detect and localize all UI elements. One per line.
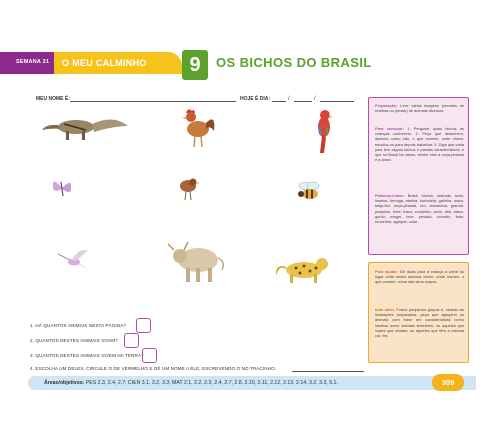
activity-number: 9 (189, 54, 201, 76)
unit-banner (54, 52, 182, 74)
jaguar-icon[interactable] (276, 254, 332, 284)
objectives-bar (28, 376, 476, 390)
section-tag (0, 52, 58, 74)
parrot-icon[interactable] (314, 107, 340, 155)
page-number-badge (432, 374, 464, 391)
answer-box-1[interactable] (136, 318, 151, 333)
anteater-icon[interactable] (42, 116, 128, 142)
help-note: Para ajudar: Dê dicas para a criança a partir do lugar onde esses animais vivem, onde moram, o que comem, como são seus corpos. (375, 269, 464, 285)
date-separator: / (314, 96, 316, 102)
answer-box-2[interactable] (124, 333, 139, 348)
name-field[interactable] (70, 101, 236, 102)
date-year-field[interactable] (320, 101, 354, 102)
teacher-notes-box (368, 97, 469, 255)
objectives-text: Áreas/objetivos: PES 2.3, 2.4, 2.7; CIEN 3.1, 3.2, 3.3; MAT 2.1, 2.2, 2.3, 2.4, 2.7, 2.8, 2.10, 2.11, 2.12, 2.13, 2.14, 3.2, 3.3, 5.1. (44, 379, 338, 386)
answer-box-3[interactable] (142, 348, 157, 363)
unit-label: O MEU CALMINHO (62, 58, 147, 68)
name-label: MEU NOME É: (36, 96, 70, 102)
question-1: 1. HÁ QUANTOS ANIMAIS NESTA PÁGINA? (30, 323, 127, 328)
ox-icon[interactable] (168, 238, 228, 284)
preparation-note: Preparação: Leve várias imagens (recortes de revistas ou jornais) de animais diversos. (375, 103, 464, 114)
butterfly-icon[interactable] (50, 176, 74, 200)
date-month-field[interactable] (294, 101, 312, 102)
page-number: 309 (441, 378, 455, 387)
keywords-note: Palavras-chave: Brasil, bichos, animais, aves, insetos, formiga, abelha, borboleta, galinha, arara, beija-flor, onça-pintada, boi, tamanduá, grande, pequeno, forte, fraco, comprido, curto, alto, baixo, gordo, magro, leve, pesado, colorido, falar, encontrar, agrupar, colar. (375, 193, 464, 225)
hummingbird-icon[interactable] (58, 248, 92, 276)
page-title: OS BICHOS DO BRASIL (216, 55, 372, 70)
question-2: 2. QUANTOS DESTES ANIMAIS VOAM? (30, 338, 118, 343)
getting-started-note: Para começar: 1. Pergunte quais bichos as crianças conhecem. 2. Peça que desenhem, dizendo como são, o que comem, onde vivem; escolha-os para depois trabalhar. 3. Diga que cada país tem alguns bichos e plantas característicos, e que no Brasil há vários, dentre eles a onça-pintada e a arara. (375, 126, 464, 163)
date-label: HOJE É DIA: (240, 96, 271, 102)
going-further-note: Indo além: Forme pequenos grupos e, usando as ilustrações preparadas, peça que agrupem os animais com base em características como insetos/ aves/ animais terrestres; ou aqueles que voam/ que andam; ou aqueles que têm a mesma cor, etc. (375, 307, 464, 339)
answer-line-4[interactable] (292, 371, 364, 372)
section-label: SEMANA 31 (16, 59, 50, 65)
question-4: 4. ESCOLHA UM DELES, CIRCULE O DE VERMELHO E DÊ UM NOME A ELE, ESCREVENDO O NO TRACINHO. (30, 366, 277, 371)
question-3: 3. QUANTOS DESTES ANIMAIS VIVEM NA TERRA? (30, 353, 144, 358)
activity-number-badge (182, 50, 208, 80)
rooster-icon[interactable] (178, 107, 216, 149)
bee-icon[interactable] (296, 180, 324, 204)
bird-icon[interactable] (176, 176, 200, 202)
date-day-field[interactable] (272, 101, 286, 102)
teacher-tips-box (368, 262, 469, 363)
date-separator: / (288, 96, 290, 102)
